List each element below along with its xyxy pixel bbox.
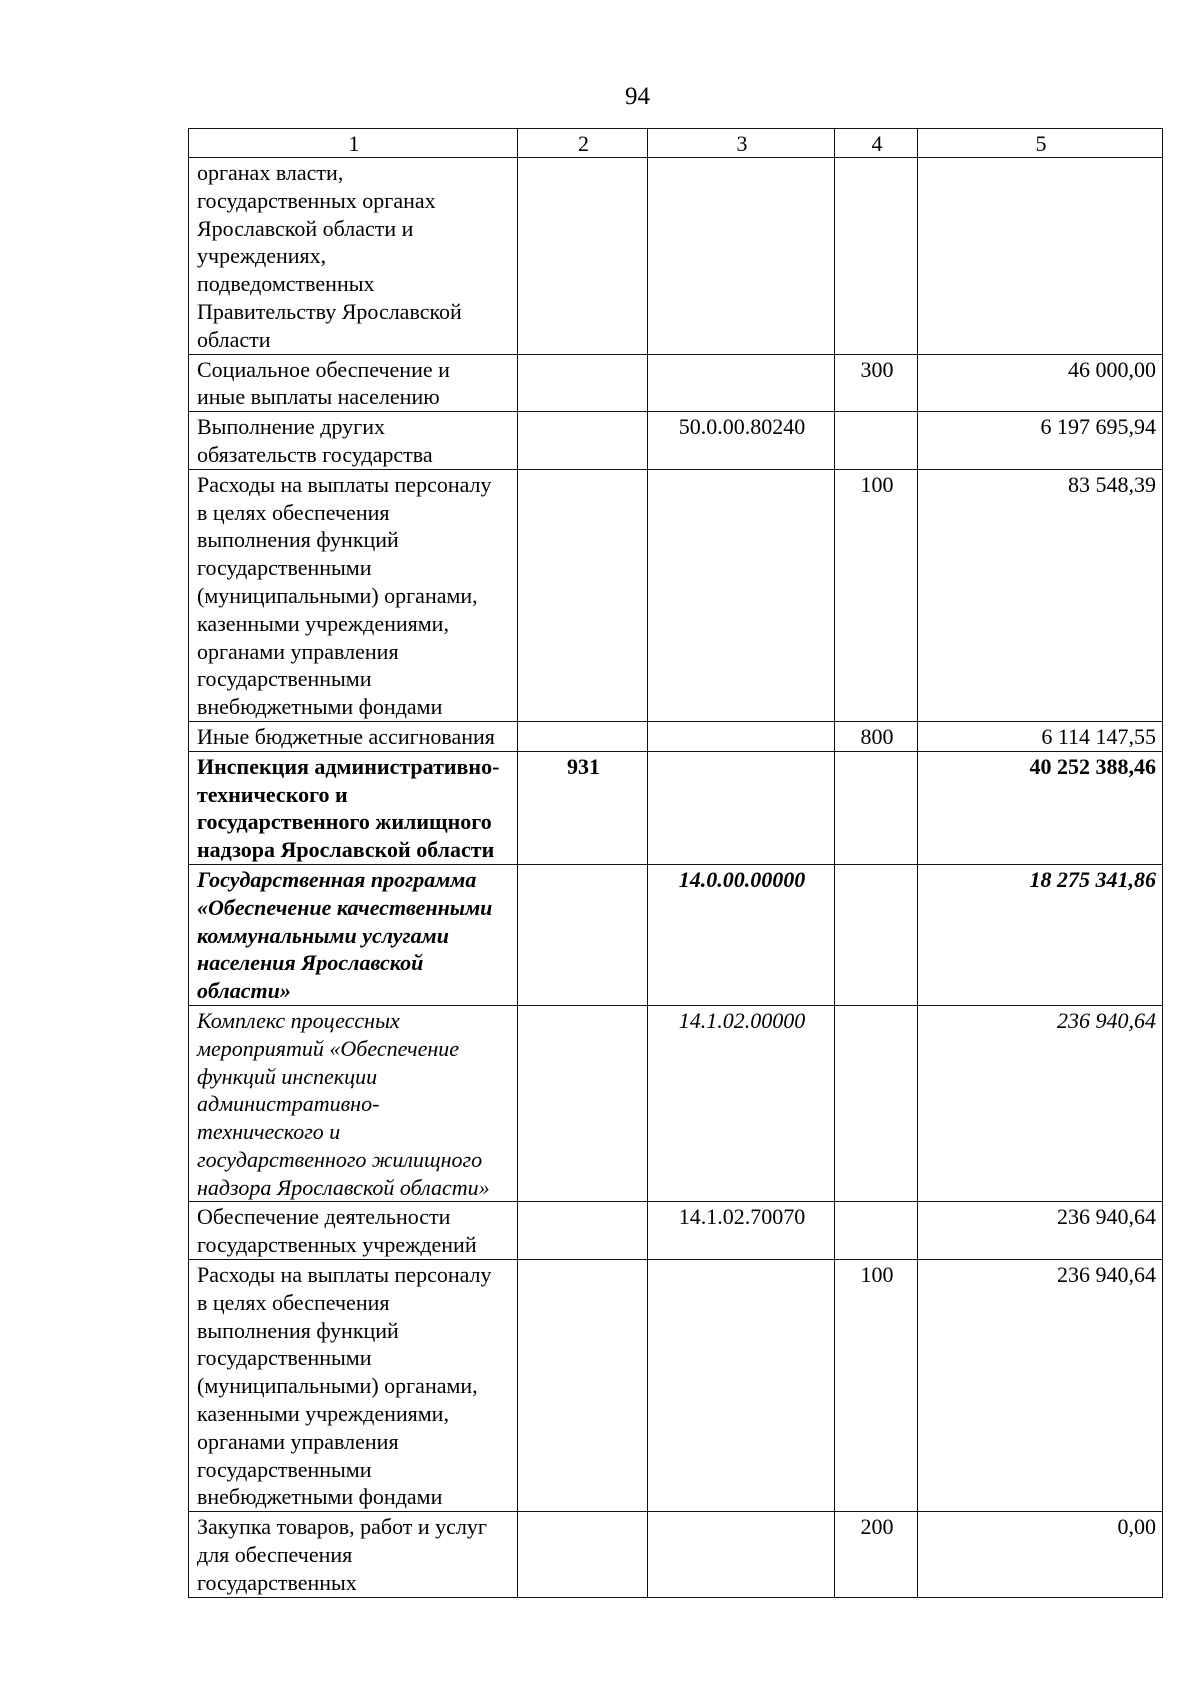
row-program-cell	[648, 158, 835, 355]
table-row	[189, 1260, 1163, 1512]
row-type-cell	[835, 1005, 918, 1202]
row-type-cell	[835, 412, 918, 470]
row-code-cell	[518, 158, 648, 355]
column-header-row	[189, 129, 1163, 158]
row-type-cell	[835, 864, 918, 1005]
row-program-cell	[648, 751, 835, 864]
row-type-cell	[835, 751, 918, 864]
table-row	[189, 354, 1163, 412]
row-code-cell	[518, 864, 648, 1005]
row-code-cell	[518, 354, 648, 412]
budget-table	[188, 128, 1163, 1598]
row-code-cell	[518, 1005, 648, 1202]
row-amount-cell: 236 940,64	[918, 1260, 1163, 1512]
column-header: 1	[189, 129, 518, 158]
table-row	[189, 1005, 1163, 1202]
row-type-cell	[835, 1202, 918, 1260]
row-name-cell: Комплекс процессных мероприятий «Обеспечение функций инспекции административно- технического и государственного жилищного надзора Ярославской области»	[189, 1005, 518, 1202]
row-code-cell	[518, 412, 648, 470]
table-row	[189, 864, 1163, 1005]
table-row	[189, 1202, 1163, 1260]
row-program-cell	[648, 1512, 835, 1597]
row-program-cell: 50.0.00.80240	[648, 412, 835, 470]
row-type-cell: 100	[835, 1260, 918, 1512]
row-name-cell: Социальное обеспечение и иные выплаты населению	[189, 354, 518, 412]
row-program-cell	[648, 721, 835, 751]
row-code-cell	[518, 469, 648, 721]
row-amount-cell: 236 940,64	[918, 1005, 1163, 1202]
row-name-cell: Расходы на выплаты персоналу в целях обеспечения выполнения функций государственными (муниципальными) органами, казенными учреждениями, органами управления государственными внебюджетными фондами	[189, 1260, 518, 1512]
table-row	[189, 412, 1163, 470]
row-amount-cell: 0,00	[918, 1512, 1163, 1597]
column-header: 3	[648, 129, 835, 158]
row-amount-cell: 6 114 147,55	[918, 721, 1163, 751]
row-program-cell: 14.0.00.00000	[648, 864, 835, 1005]
table-row	[189, 721, 1163, 751]
row-program-cell	[648, 1260, 835, 1512]
row-amount-cell: 6 197 695,94	[918, 412, 1163, 470]
row-name-cell: Обеспечение деятельности государственных учреждений	[189, 1202, 518, 1260]
row-program-cell: 14.1.02.70070	[648, 1202, 835, 1260]
row-name-cell: Выполнение других обязательств государства	[189, 412, 518, 470]
row-amount-cell: 40 252 388,46	[918, 751, 1163, 864]
row-type-cell	[835, 158, 918, 355]
row-code-cell	[518, 1512, 648, 1597]
column-header: 4	[835, 129, 918, 158]
row-name-cell: Иные бюджетные ассигнования	[189, 721, 518, 751]
row-name-cell: Инспекция административно- технического и государственного жилищного надзора Ярославской области	[189, 751, 518, 864]
row-code-cell	[518, 1202, 648, 1260]
row-name-cell: органах власти, государственных органах Ярославской области и учреждениях, подведомственных Правительству Ярославской области	[189, 158, 518, 355]
row-amount-cell: 236 940,64	[918, 1202, 1163, 1260]
row-type-cell: 800	[835, 721, 918, 751]
row-amount-cell: 83 548,39	[918, 469, 1163, 721]
row-name-cell: Закупка товаров, работ и услуг для обеспечения государственных	[189, 1512, 518, 1597]
row-amount-cell	[918, 158, 1163, 355]
row-name-cell: Государственная программа «Обеспечение качественными коммунальными услугами населения Ярославской области»	[189, 864, 518, 1005]
table-row	[189, 1512, 1163, 1597]
row-code-cell: 931	[518, 751, 648, 864]
table-row	[189, 158, 1163, 355]
table-row	[189, 469, 1163, 721]
row-amount-cell: 18 275 341,86	[918, 864, 1163, 1005]
page-number: 94	[625, 83, 650, 110]
table-row	[189, 751, 1163, 864]
row-amount-cell: 46 000,00	[918, 354, 1163, 412]
row-type-cell: 300	[835, 354, 918, 412]
row-program-cell	[648, 469, 835, 721]
row-type-cell: 200	[835, 1512, 918, 1597]
row-program-cell	[648, 354, 835, 412]
row-code-cell	[518, 721, 648, 751]
column-header: 5	[918, 129, 1163, 158]
column-header: 2	[518, 129, 648, 158]
row-type-cell: 100	[835, 469, 918, 721]
row-program-cell: 14.1.02.00000	[648, 1005, 835, 1202]
table-body	[189, 129, 1163, 1598]
row-name-cell: Расходы на выплаты персоналу в целях обеспечения выполнения функций государственными (муниципальными) органами, казенными учреждениями, органами управления государственными внебюджетными фондами	[189, 469, 518, 721]
row-code-cell	[518, 1260, 648, 1512]
